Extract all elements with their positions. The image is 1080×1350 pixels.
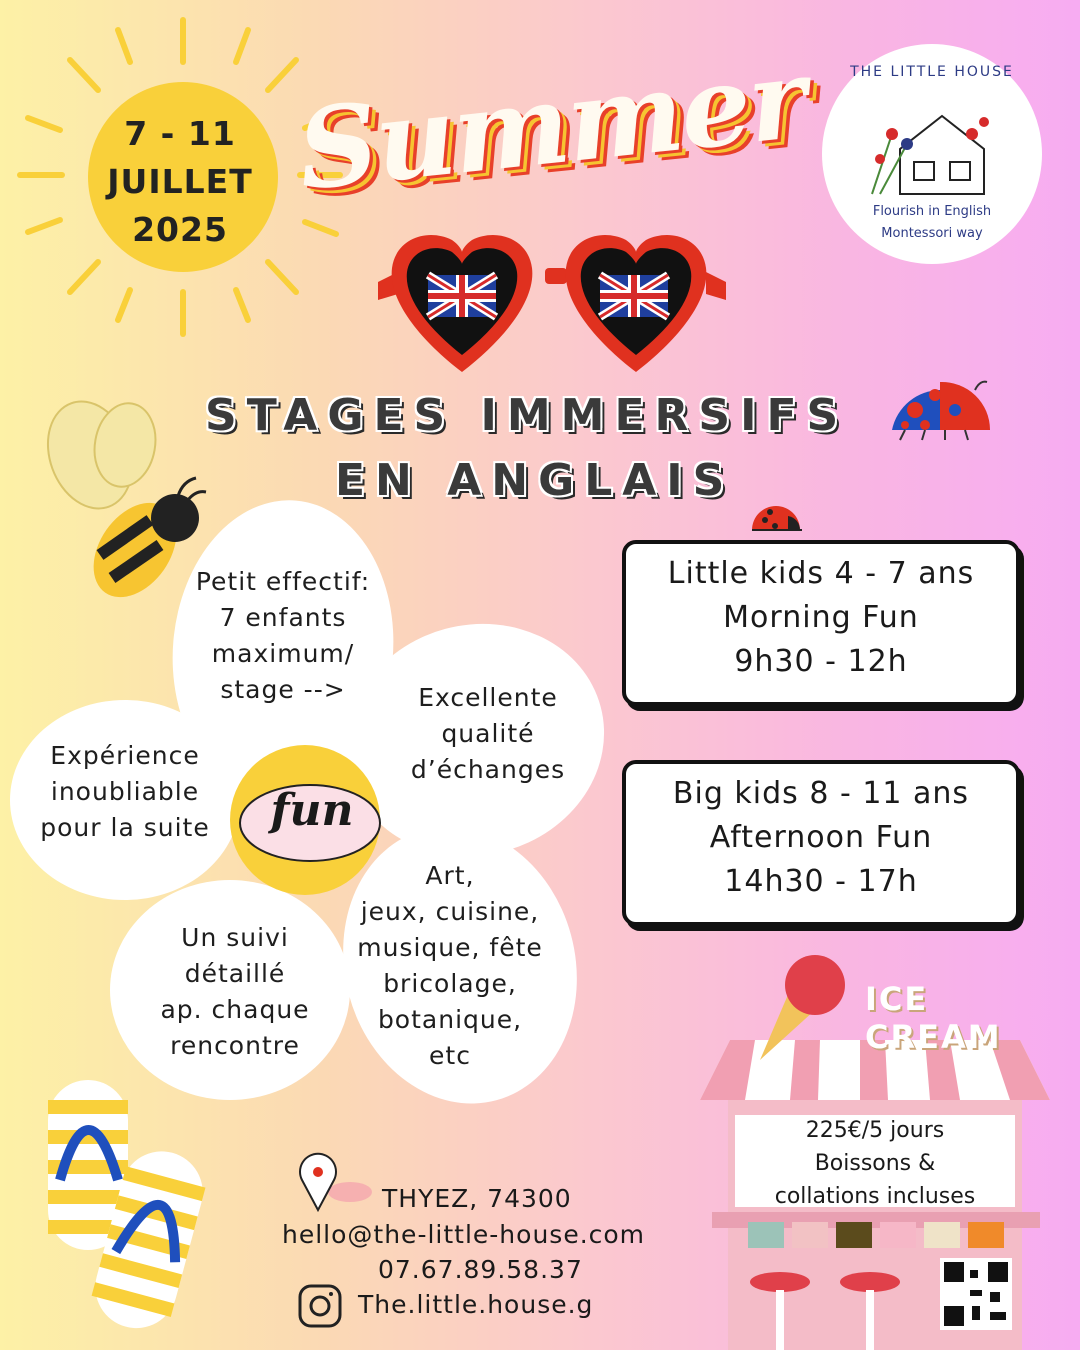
- ladybug-icon: [752, 506, 802, 530]
- ladybug-icon: [892, 382, 990, 440]
- sign-line-1: ICE: [865, 980, 929, 1018]
- petal-line: ap. chaque: [160, 995, 310, 1024]
- instagram-icon: [300, 1286, 340, 1326]
- contact-instagram[interactable]: The.little.house.g: [358, 1290, 594, 1319]
- logo-name: THE LITTLE HOUSE: [850, 64, 1014, 80]
- petal-activities: [345, 858, 555, 1074]
- session-box-big-kids: [622, 760, 1020, 926]
- petal-line: Un suivi: [181, 923, 289, 952]
- petal-experience: [20, 738, 230, 846]
- session-name: Afternoon Fun: [709, 820, 933, 855]
- headline-line-2: EN ANGLAIS: [335, 455, 735, 506]
- sign-line-2: CREAM: [865, 1018, 1002, 1056]
- session-age: Big kids 8 - 11 ans: [672, 776, 970, 811]
- session-age: Little kids 4 - 7 ans: [667, 556, 975, 591]
- petal-line: jeux, cuisine,: [360, 897, 540, 926]
- petal-line: musique, fête: [357, 933, 543, 962]
- petal-line: maximum/: [211, 639, 355, 668]
- headline-line-1: STAGES IMMERSIFS: [205, 390, 849, 441]
- petal-line: détaillé: [184, 959, 286, 988]
- qr-code-icon: [940, 1258, 1012, 1330]
- petal-follow-up: [140, 920, 330, 1064]
- petal-group-size: [168, 564, 398, 708]
- session-box-little-kids: [622, 540, 1020, 706]
- date-days: 7 - 11: [124, 114, 236, 153]
- session-name: Morning Fun: [723, 600, 919, 635]
- date-year: 2025: [132, 210, 228, 249]
- price-info: [735, 1114, 1015, 1213]
- session-time: 9h30 - 12h: [734, 644, 908, 679]
- flip-flops-icon: [48, 1080, 212, 1337]
- petal-line: pour la suite: [40, 813, 210, 842]
- price-line: collations incluses: [774, 1184, 976, 1209]
- contact-address: THYEZ, 74300: [382, 1184, 572, 1213]
- price-line: 225€/5 jours: [805, 1118, 945, 1143]
- fun-label: fun: [270, 785, 354, 836]
- petal-line: qualité: [441, 719, 535, 748]
- petal-line: stage -->: [220, 675, 346, 704]
- petal-line: Art,: [425, 861, 475, 890]
- petal-line: d’échanges: [410, 755, 566, 784]
- ice-cream-sign: [865, 980, 1002, 1056]
- summer-title: Summer: [291, 33, 811, 215]
- contact-email[interactable]: hello@the-little-house.com: [282, 1220, 646, 1249]
- location-pin-icon: [300, 1154, 372, 1210]
- petal-line: etc: [429, 1041, 471, 1070]
- petal-quality: [398, 680, 578, 788]
- petal-line: 7 enfants: [219, 603, 347, 632]
- petal-line: Expérience: [50, 741, 200, 770]
- date-month: JUILLET: [107, 162, 253, 201]
- petal-line: rencontre: [170, 1031, 300, 1060]
- session-time: 14h30 - 17h: [724, 864, 918, 899]
- petal-line: Excellente: [418, 683, 558, 712]
- logo-tagline-1: Flourish in English: [872, 204, 992, 219]
- petal-line: inoubliable: [50, 777, 200, 806]
- logo-tagline-2: Montessori way: [881, 226, 983, 241]
- price-line: Boissons &: [814, 1151, 936, 1176]
- petal-line: bricolage,: [383, 969, 517, 998]
- contact-phone[interactable]: 07.67.89.58.37: [378, 1255, 583, 1284]
- petal-line: botanique,: [377, 1005, 523, 1034]
- petal-line: Petit effectif:: [195, 567, 371, 596]
